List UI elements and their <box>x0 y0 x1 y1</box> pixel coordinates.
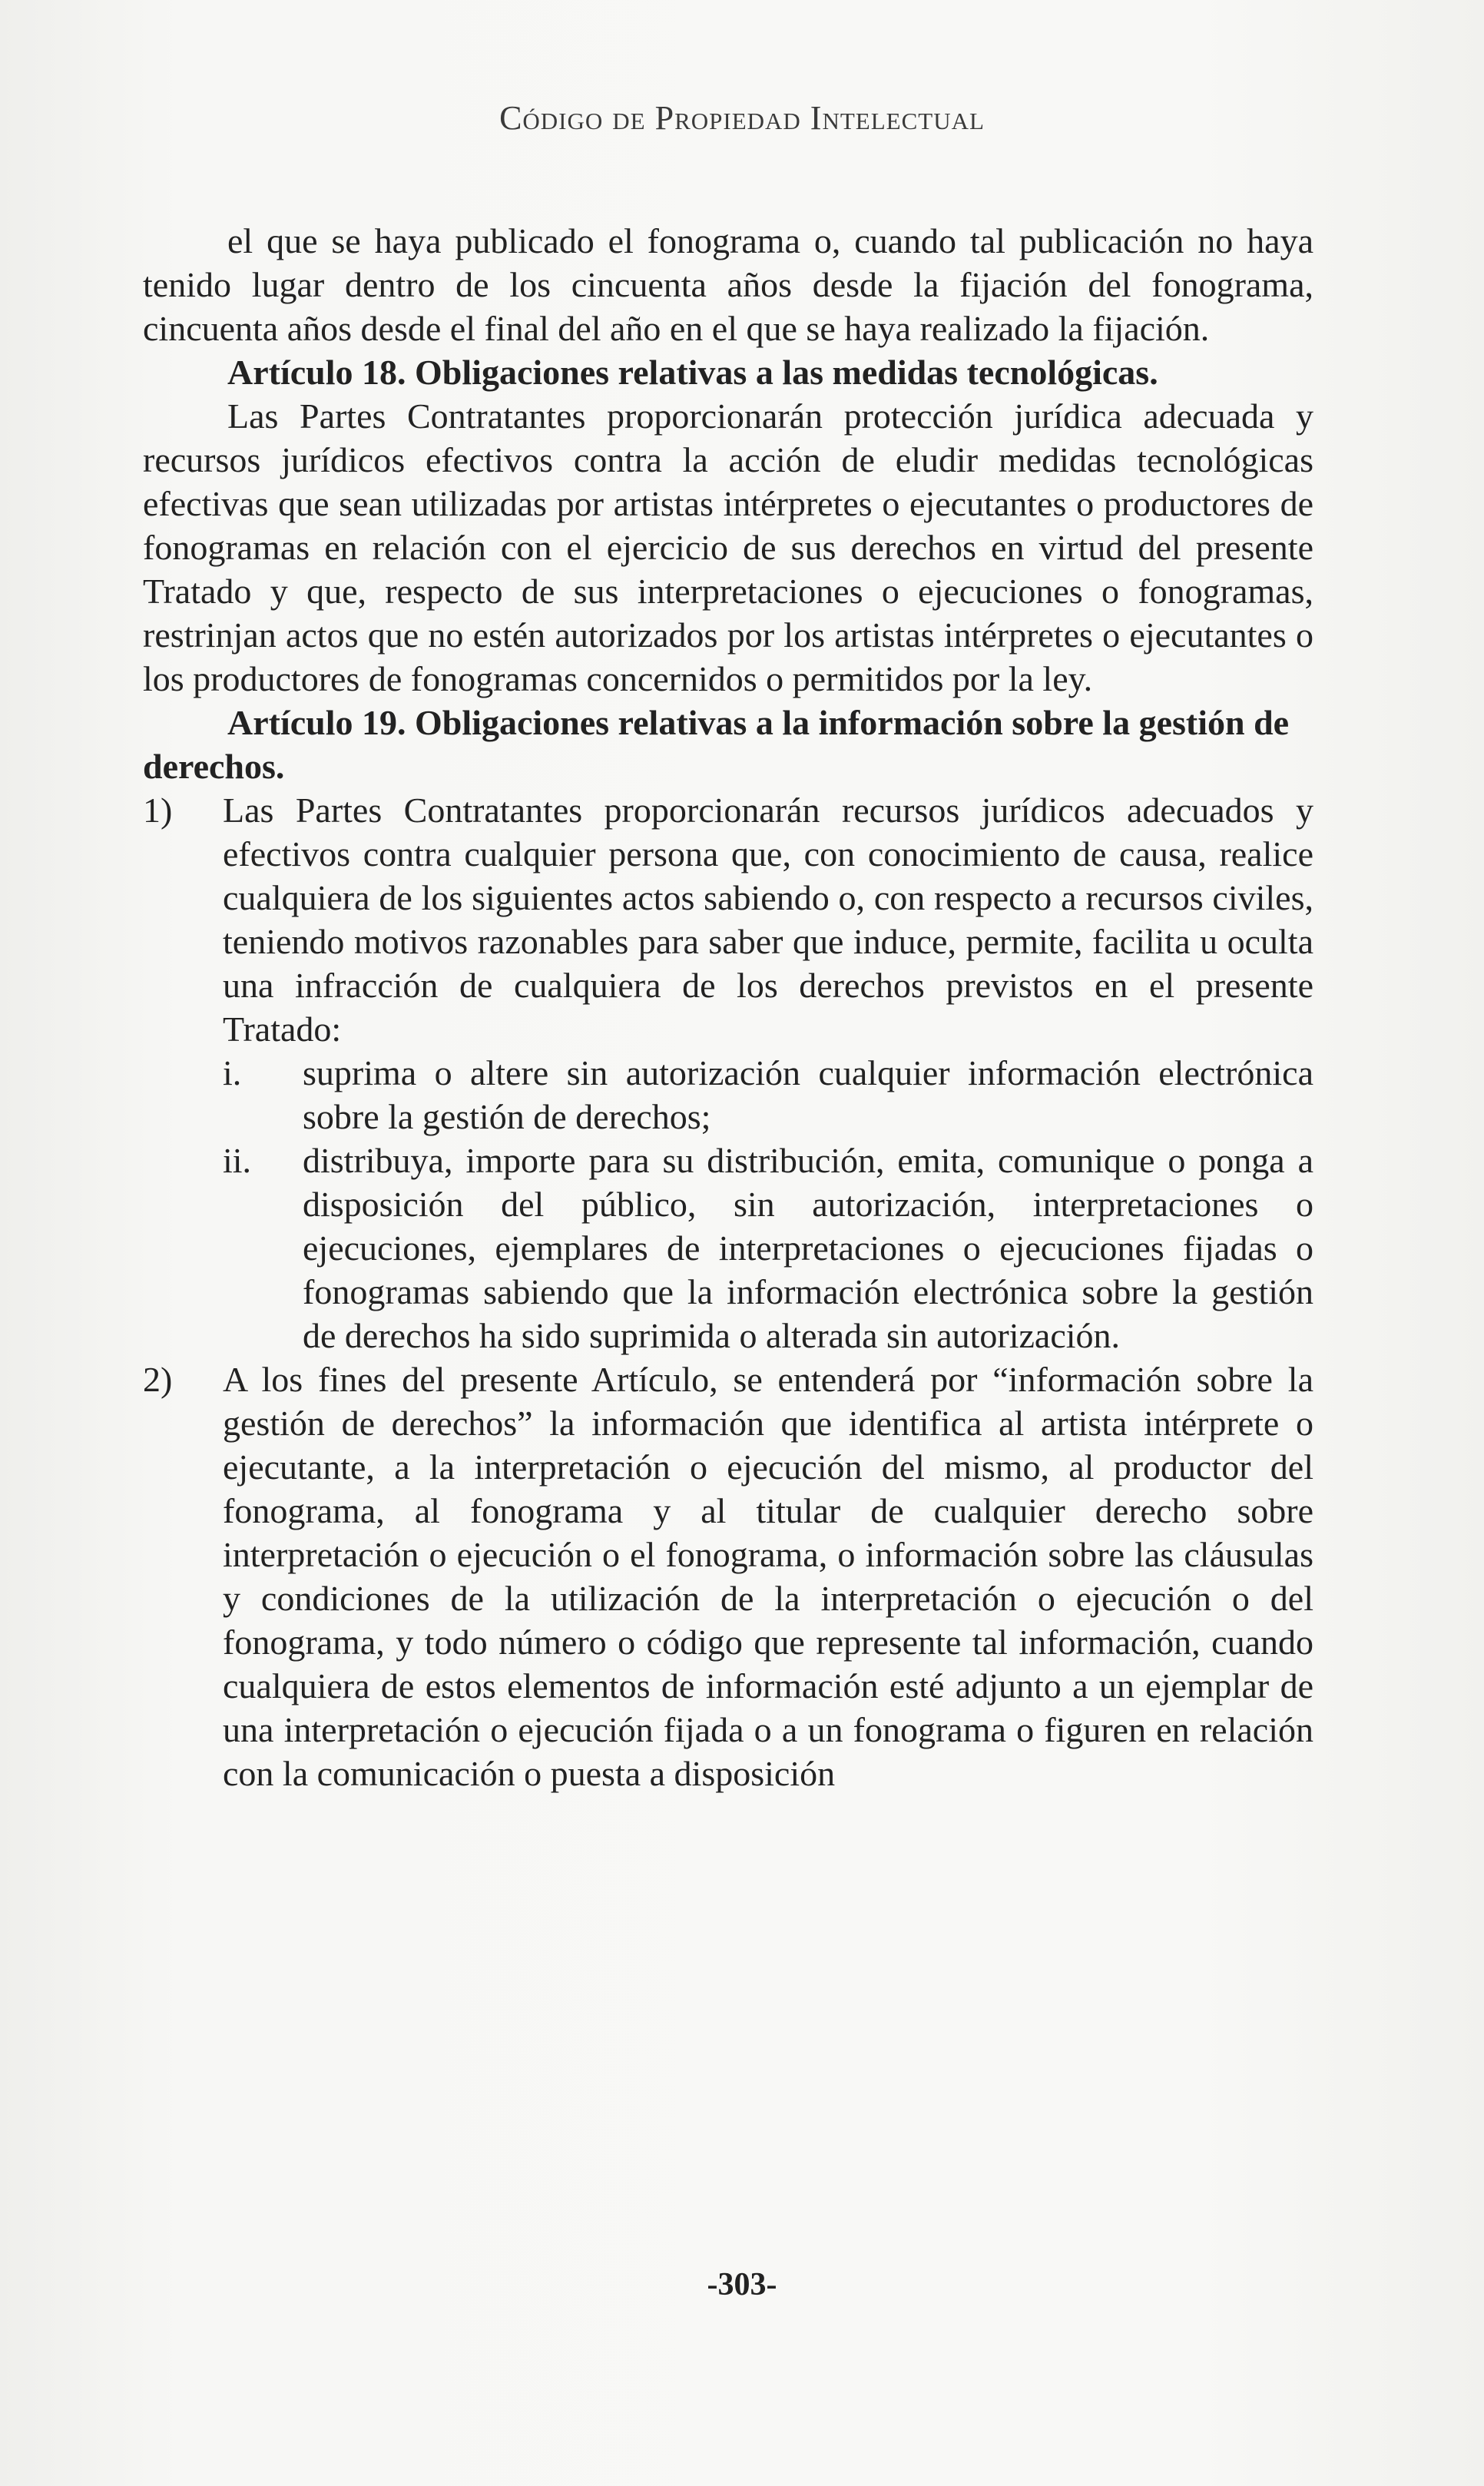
continuation-paragraph: el que se haya publicado el fonograma o, cuando tal publicación no haya tenido lugar dentro de los cincuenta años desde la fijación del fonograma, cincuenta años desde el final del año en el que se haya realizado la fijación. <box>143 221 1313 348</box>
item-text: Las Partes Contratantes proporcionarán recursos jurídicos adecuados y efectivos contra cualquier persona que, con conocimiento de causa, realice cualquiera de los siguientes actos sabiendo o, con respecto a recursos civiles, teniendo motivos razonables para saber que induce, permite, facilita u oculta una infracción de cualquiera de los derechos previstos en el presente Tratado: <box>223 791 1313 1049</box>
page-number: -303- <box>707 2267 777 2302</box>
article-19-item-1 <box>143 788 1313 1357</box>
item-number: 2) <box>143 1360 173 1399</box>
subitem-label: i. <box>223 1053 242 1092</box>
subitem-i <box>223 1051 1313 1139</box>
running-header: Código de Propiedad Intelectual <box>499 99 985 137</box>
item-number: 1) <box>143 791 173 830</box>
page-body <box>143 219 1313 1795</box>
item-text: A los fines del presente Artículo, se entenderá por “información sobre la gestión de derechos” la información que identifica al artista intérprete o ejecutante, a la interpretación o ejecución del mismo, al productor del fonograma, al fonograma y al titular de cualquier derecho sobre interpretación o ejecución o el fonograma, o información sobre las cláusulas y condiciones de la utilización de la interpretación o ejecución o del fonograma, y todo número o código que represente tal información, cuando cualquiera de estos elementos de información esté adjunto a un ejemplar de una interpretación o ejecución fijada o a un fonograma o figuren en relación con la comunicación o puesta a disposición <box>223 1360 1313 1793</box>
item-body <box>223 788 1313 1357</box>
article-18-text: Las Partes Contratantes proporcionarán protección jurídica adecuada y recursos jurídicos efectivos contra la acción de eludir medidas tecnológicas efectivas que sean utilizadas por artistas intérpretes o ejecutantes o productores de fonogramas en relación con el ejercicio de sus derechos en virtud del presente Tratado y que, respecto de sus interpretaciones o ejecuciones o fonogramas, restrinjan actos que no estén autorizados por los artistas intérpretes o ejecutantes o los productores de fonogramas concernidos o permitidos por la ley. <box>143 396 1313 698</box>
subitem-label: ii. <box>223 1141 252 1180</box>
subitem-ii <box>223 1139 1313 1357</box>
subitem-text: distribuya, importe para su distribución, emita, comunique o ponga a disposición del público, sin autorización, interpretaciones o ejecuciones, ejemplares de interpretaciones o ejecuciones fijadas o fonogramas sabiendo que la información electrónica sobre la gestión de derechos ha sido suprimida o alterada sin autorización. <box>303 1141 1313 1355</box>
article-18-heading: Artículo 18. Obligaciones relativas a las medidas tecnológicas. <box>227 353 1158 392</box>
article-19-heading: Artículo 19. Obligaciones relativas a la información sobre la gestión de derechos. <box>143 703 1290 786</box>
subitem-text: suprima o altere sin autorización cualquier información electrónica sobre la gestión de derechos; <box>303 1053 1313 1136</box>
article-19-item-2 <box>143 1357 1313 1795</box>
